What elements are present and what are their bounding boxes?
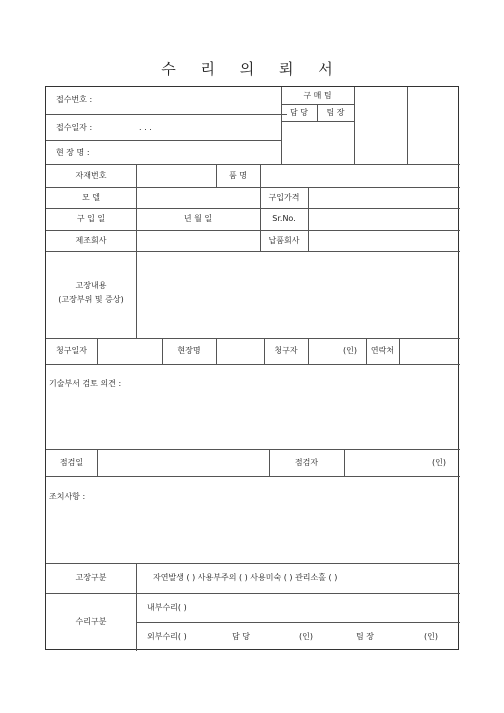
external-manager-label: 팀 장	[356, 632, 374, 641]
request-date-label: 청구일자	[56, 346, 87, 355]
internal-repair: 내부수리( )	[147, 603, 187, 612]
external-staff-label: 담 당	[232, 632, 250, 641]
fault-type-label: 고장구분	[75, 573, 107, 582]
inspect-date-label: 점검일	[59, 458, 84, 467]
requester-label: 청구자	[274, 346, 298, 355]
fault-content-sublabel: (고장부위 및 증상)	[58, 295, 124, 304]
inspector-label: 점검자	[294, 458, 319, 467]
requester-seal: (인)	[343, 346, 357, 355]
contact-label: 연락처	[370, 346, 395, 355]
approval-staff-label: 담 당	[290, 108, 308, 117]
external-repair: 외부수리( )	[147, 632, 187, 641]
receipt-date-label: 접수일자 :	[56, 123, 93, 132]
purchase-date-value: 년 월 일	[183, 214, 213, 223]
maker-label: 제조회사	[75, 236, 107, 245]
asset-no-label: 자재번호	[75, 171, 107, 180]
document-title: 수 리 의 뢰 서	[161, 60, 343, 78]
receipt-date-separators: . . .	[139, 123, 152, 132]
purchase-date-label: 구 입 일	[76, 214, 106, 223]
fault-type-options: 자연발생 ( ) 사용부주의 ( ) 사용미숙 ( ) 관리소홀 ( )	[153, 573, 338, 582]
approval-manager-label: 팀 장	[326, 108, 345, 117]
repair-request-form	[45, 86, 459, 650]
external-staff-seal: (인)	[299, 632, 313, 641]
purchase-price-label: 구입가격	[268, 193, 300, 202]
action-label: 조치사항 :	[49, 492, 86, 501]
tech-review-label: 기술부서 검토 의견 :	[49, 379, 122, 388]
inspector-seal: (인)	[432, 458, 446, 467]
repair-type-label: 수리구분	[75, 617, 107, 626]
item-name-label: 품 명	[229, 171, 247, 180]
site-name-label: 현 장 명 :	[56, 148, 90, 157]
external-manager-seal: (인)	[424, 632, 438, 641]
approval-team-label: 구 매 팀	[303, 91, 332, 100]
supplier-label: 납품회사	[268, 236, 300, 245]
receipt-no-label: 접수번호 :	[56, 95, 93, 104]
fault-content-label: 고장내용	[75, 281, 107, 290]
request-site-label: 현장명	[177, 346, 201, 355]
model-label: 모 델	[82, 193, 100, 202]
serial-no-label: Sr.No.	[272, 214, 296, 223]
